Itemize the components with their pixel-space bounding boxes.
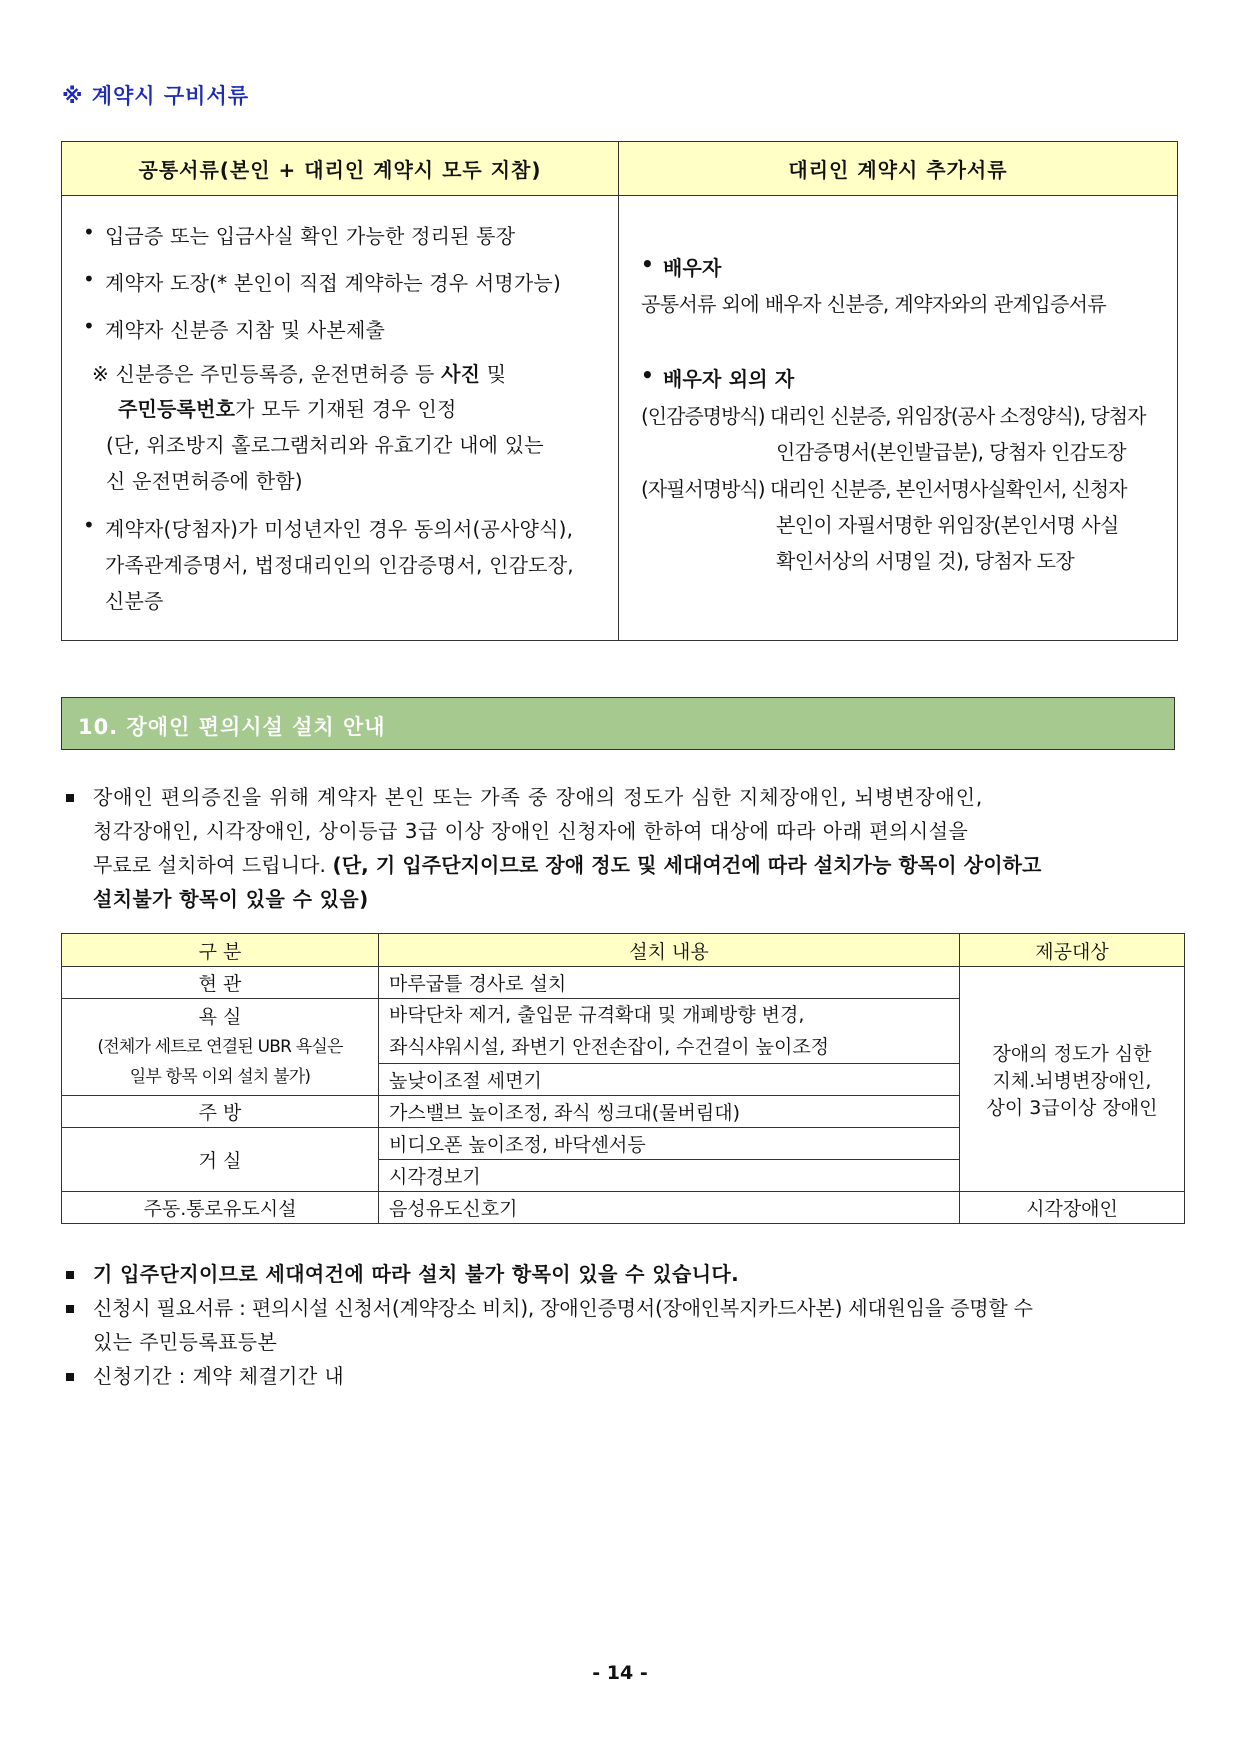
id-note-line: 주민등록번호가 모두 기재된 경우 인정 bbox=[118, 397, 457, 421]
square-bullet-icon bbox=[66, 794, 74, 802]
header-category: 구 분 bbox=[62, 934, 379, 967]
intro-line: 청각장애인, 시각장애인, 상이등급 3급 이상 장애인 신청자에 한하여 대상에 따라 아래 편의시설을 bbox=[93, 819, 969, 843]
note-required-docs-cont: 있는 주민등록표등본 bbox=[93, 1330, 278, 1354]
spouse-text: 공통서류 외에 배우자 신분증, 계약자와의 관계입증서류 bbox=[641, 292, 1107, 316]
proxy-docs-cell bbox=[619, 196, 1178, 641]
category-guidance: 주동.통로유도시설 bbox=[62, 1192, 379, 1224]
id-note-line: 신 운전면허증에 한함) bbox=[106, 469, 303, 493]
spouse-title: • 배우자 bbox=[663, 252, 722, 281]
intro-line: 설치불가 항목이 있을 수 있음) bbox=[93, 887, 369, 911]
living-item: 시각경보기 bbox=[379, 1160, 960, 1192]
section-title-bar bbox=[61, 697, 1175, 750]
intro-line: 장애인 편의증진을 위해 계약자 본인 또는 가족 중 장애의 정도가 심한 지체장애인, 뇌병변장애인, bbox=[93, 785, 984, 809]
other-title: • 배우자 외의 자 bbox=[663, 363, 794, 392]
living-item: 비디오폰 높이조정, 바닥센서등 bbox=[379, 1128, 960, 1160]
category-living: 거 실 bbox=[62, 1128, 379, 1192]
header-target: 제공대상 bbox=[960, 934, 1185, 967]
common-item: • 입금증 또는 입금사실 확인 가능한 정리된 통장 bbox=[105, 220, 515, 249]
sign-method-line: (자필서명방식) 대리인 신분증, 본인서명사실확인서, 신청자 bbox=[641, 477, 1127, 501]
seal-method-line: 인감증명서(본인발급분), 당첨자 인감도장 bbox=[776, 440, 1126, 464]
note-required-docs: 신청시 필요서류 : 편의시설 신청서(계약장소 비치), 장애인증명서(장애인복지카드사본) 세대원임을 증명할 수 bbox=[93, 1296, 1033, 1320]
common-item-cont: 가족관계증명서, 법정대리인의 인감증명서, 인감도장, bbox=[105, 553, 574, 577]
section-title: 10. 장애인 편의시설 설치 안내 bbox=[78, 715, 386, 739]
common-docs-cell bbox=[62, 196, 619, 641]
note-application-period: 신청기간 : 계약 체결기간 내 bbox=[93, 1364, 345, 1388]
common-docs-header: 공통서류(본인 + 대리인 계약시 모두 지참) bbox=[62, 142, 619, 196]
entrance-item: 마루굽틀 경사로 설치 bbox=[379, 967, 960, 999]
guidance-item: 음성유도신호기 bbox=[379, 1192, 960, 1224]
common-item: • 계약자(당첨자)가 미성년자인 경우 동의서(공사양식), bbox=[105, 513, 573, 542]
main-target: 장애의 정도가 심한 지체.뇌병변장애인, 상이 3급이상 장애인 bbox=[960, 967, 1185, 1192]
square-bullet-icon bbox=[66, 1305, 74, 1313]
square-bullet-icon bbox=[66, 1373, 74, 1381]
square-bullet-icon bbox=[66, 1271, 74, 1279]
facility-table bbox=[61, 933, 1185, 1224]
docs-heading: ※ 계약시 구비서류 bbox=[62, 84, 250, 108]
common-item: • 계약자 도장(* 본인이 직접 계약하는 경우 서명가능) bbox=[105, 267, 561, 296]
id-note-line: (단, 위조방지 홀로그램처리와 유효기간 내에 있는 bbox=[106, 433, 544, 457]
bathroom-item: 바닥단차 제거, 출입문 규격확대 및 개폐방향 변경, 좌식샤워시설, 좌변기 안전손잡이, 수건걸이 높이조정 bbox=[379, 999, 960, 1064]
common-item: • 계약자 신분증 지참 및 사본제출 bbox=[105, 314, 385, 343]
proxy-docs-header: 대리인 계약시 추가서류 bbox=[619, 142, 1178, 196]
category-bathroom: 욕 실 (전체가 세트로 연결된 UBR 욕실은 일부 항목 이외 설치 불가) bbox=[62, 999, 379, 1096]
common-item-cont: 신분증 bbox=[105, 589, 164, 613]
sign-method-line: 확인서상의 서명일 것), 당첨자 도장 bbox=[776, 549, 1075, 573]
required-documents-table bbox=[61, 141, 1178, 641]
seal-method-line: (인감증명방식) 대리인 신분증, 위임장(공사 소정양식), 당첨자 bbox=[641, 404, 1146, 428]
bathroom-item: 높낮이조절 세면기 bbox=[379, 1064, 960, 1096]
intro-line: 무료로 설치하여 드립니다. (단, 기 입주단지이므로 장애 정도 및 세대여건에 따라 설치가능 항목이 상이하고 bbox=[93, 853, 1042, 877]
category-entrance: 현 관 bbox=[62, 967, 379, 999]
category-kitchen: 주 방 bbox=[62, 1096, 379, 1128]
note-unavailable: 기 입주단지이므로 세대여건에 따라 설치 불가 항목이 있을 수 있습니다. bbox=[93, 1262, 740, 1286]
kitchen-item: 가스밸브 높이조정, 좌식 씽크대(물버림대) bbox=[379, 1096, 960, 1128]
sign-method-line: 본인이 자필서명한 위임장(본인서명 사실 bbox=[776, 513, 1119, 537]
page-number: - 14 - bbox=[592, 1662, 648, 1684]
header-content: 설치 내용 bbox=[379, 934, 960, 967]
visual-target: 시각장애인 bbox=[960, 1192, 1185, 1224]
id-note-line: ※ 신분증은 주민등록증, 운전면허증 등 사진 및 bbox=[92, 362, 507, 386]
